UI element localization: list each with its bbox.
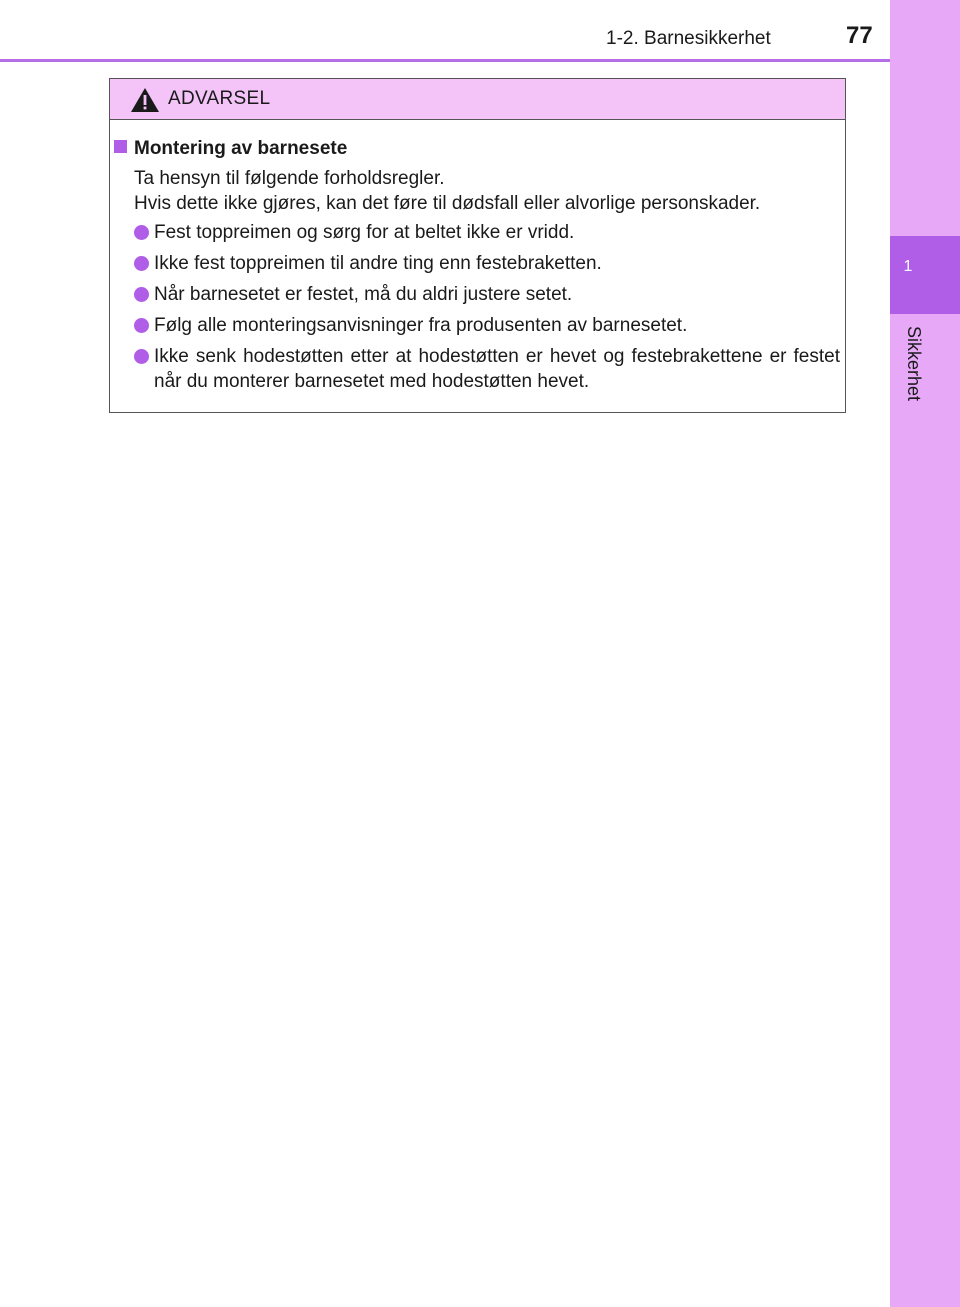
warning-box xyxy=(109,78,846,413)
bullet-list xyxy=(134,220,840,400)
circle-bullet-icon xyxy=(134,256,149,271)
warning-header xyxy=(110,79,845,120)
page-number: 77 xyxy=(846,22,873,49)
circle-bullet-icon xyxy=(134,287,149,302)
circle-bullet-icon xyxy=(134,225,149,240)
list-item: Ikke senk hodestøtten etter at hodestøtten er hevet og festebrakettene er festet når du monterer barnesetet med hodestøtten hevet. xyxy=(134,344,840,394)
intro-line: Hvis dette ikke gjøres, kan det føre til dødsfall eller alvorlige personskader. xyxy=(134,193,761,214)
warning-label: ADVARSEL xyxy=(168,88,271,109)
intro-text xyxy=(134,166,760,216)
header-rule xyxy=(0,59,890,62)
list-item: Ikke fest toppreimen til andre ting enn festebraketten. xyxy=(134,251,840,276)
list-item: Fest toppreimen og sørg for at beltet ikke er vridd. xyxy=(134,220,840,245)
section-title: 1-2. Barnesikkerhet xyxy=(606,28,771,49)
list-item: Følg alle monteringsanvisninger fra produsenten av barnesetet. xyxy=(134,313,840,338)
circle-bullet-icon xyxy=(134,318,149,333)
intro-line: Ta hensyn til følgende forholdsregler. xyxy=(134,168,445,189)
circle-bullet-icon xyxy=(134,349,149,364)
subheading xyxy=(114,138,347,160)
side-tab xyxy=(890,0,960,1307)
chapter-number: 1 xyxy=(903,258,913,275)
subheading-text: Montering av barnesete xyxy=(134,138,348,159)
warning-triangle-icon xyxy=(130,87,160,113)
chapter-title: Sikkerhet xyxy=(904,326,924,402)
square-bullet-icon xyxy=(114,140,127,153)
list-item: Når barnesetet er festet, må du aldri justere setet. xyxy=(134,282,840,307)
